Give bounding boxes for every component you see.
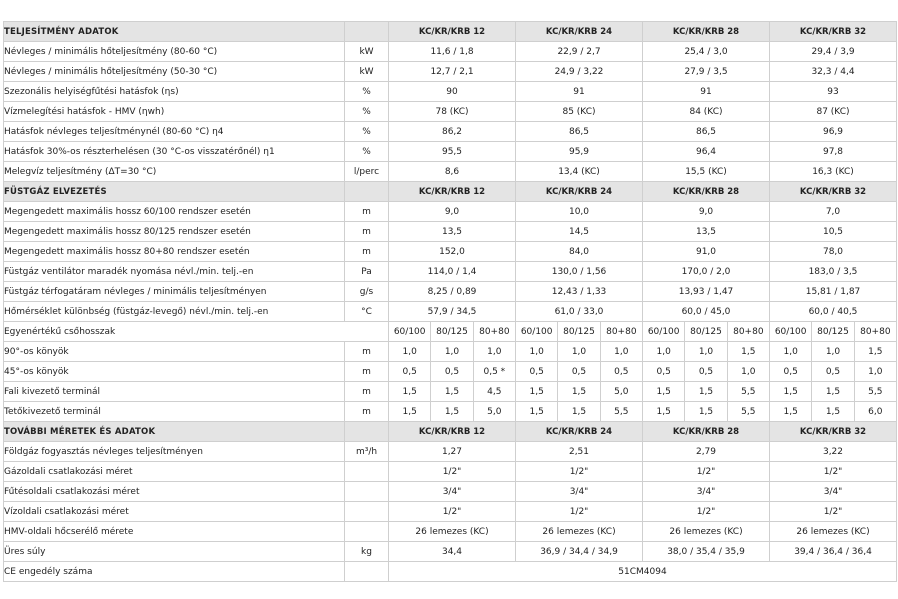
row-unit: [345, 502, 389, 522]
row-value: 1,5: [389, 402, 431, 422]
row-value: 5,0: [473, 402, 515, 422]
row-value: 1,0: [643, 342, 685, 362]
row-value: 15,5 (KC): [643, 162, 770, 182]
spec-table-body: [4, 22, 897, 582]
row-unit: m: [345, 382, 389, 402]
row-unit: %: [345, 82, 389, 102]
row-unit: %: [345, 122, 389, 142]
row-value: 60,0 / 45,0: [643, 302, 770, 322]
section-header: [4, 182, 897, 202]
row-unit: m: [345, 242, 389, 262]
row-label: Megengedett maximális hossz 80+80 rendszer esetén: [4, 242, 345, 262]
table-row: [4, 302, 897, 322]
row-label: Szezonális helyiségfűtési hatásfok (ηs): [4, 82, 345, 102]
row-value: 1,5: [727, 342, 769, 362]
table-row: [4, 42, 897, 62]
row-label: 90°-os könyök: [4, 342, 345, 362]
row-value: 1,0: [516, 342, 558, 362]
row-value: 0,5: [600, 362, 642, 382]
row-label: Hatásfok névleges teljesítménynél (80-60 °C) η4: [4, 122, 345, 142]
section-title: TOVÁBBI MÉRETEK ÉS ADATOK: [4, 422, 345, 442]
row-value: 1,5: [558, 402, 600, 422]
row-value: 1,5: [685, 402, 727, 422]
table-row: [4, 542, 897, 562]
row-unit: %: [345, 102, 389, 122]
row-value: 11,6 / 1,8: [389, 42, 516, 62]
row-value: 95,5: [389, 142, 516, 162]
pipe-column-header: 80/125: [812, 322, 854, 342]
row-value: 1,5: [812, 402, 854, 422]
ce-number: 51CM4094: [389, 562, 897, 582]
row-value: 5,5: [727, 402, 769, 422]
row-unit: %: [345, 142, 389, 162]
row-value: 3/4": [389, 482, 516, 502]
pipe-column-header: 80/125: [431, 322, 473, 342]
row-value: 13,5: [643, 222, 770, 242]
row-unit: [345, 482, 389, 502]
spec-table: [3, 21, 897, 582]
row-value: 78 (KC): [389, 102, 516, 122]
row-label: Melegvíz teljesítmény (ΔT=30 °C): [4, 162, 345, 182]
row-unit: kW: [345, 62, 389, 82]
row-label: Fali kivezető terminál: [4, 382, 345, 402]
pipe-column-header: 60/100: [643, 322, 685, 342]
row-value: 0,5: [516, 362, 558, 382]
row-value: 91: [516, 82, 643, 102]
pipe-column-header: 80+80: [854, 322, 896, 342]
table-row: [4, 462, 897, 482]
row-label: Hatásfok 30%-os részterhelésen (30 °C-os visszatérőnél) η1: [4, 142, 345, 162]
row-value: 60,0 / 40,5: [770, 302, 897, 322]
row-value: 10,5: [770, 222, 897, 242]
row-label: Egyenértékű csőhosszak: [4, 322, 389, 342]
row-unit: kg: [345, 542, 389, 562]
table-row: [4, 222, 897, 242]
row-value: 0,5: [812, 362, 854, 382]
row-label: HMV-oldali hőcserélő mérete: [4, 522, 345, 542]
row-value: 14,5: [516, 222, 643, 242]
row-value: 3/4": [643, 482, 770, 502]
model-header: KC/KR/KRB 28: [643, 422, 770, 442]
table-row: [4, 382, 897, 402]
table-row: [4, 102, 897, 122]
table-row: [4, 442, 897, 462]
pipe-column-header: 80+80: [473, 322, 515, 342]
row-value: 39,4 / 36,4 / 36,4: [770, 542, 897, 562]
model-header: KC/KR/KRB 12: [389, 182, 516, 202]
row-unit: [345, 462, 389, 482]
table-row: [4, 402, 897, 422]
row-value: 78,0: [770, 242, 897, 262]
model-header: KC/KR/KRB 12: [389, 22, 516, 42]
row-value: 1/2": [643, 502, 770, 522]
model-header: KC/KR/KRB 24: [516, 422, 643, 442]
pipe-column-header: 80+80: [727, 322, 769, 342]
row-value: 26 lemezes (KC): [389, 522, 516, 542]
row-value: 25,4 / 3,0: [643, 42, 770, 62]
row-value: 1,5: [516, 382, 558, 402]
pipe-column-header: 80/125: [685, 322, 727, 342]
table-row: [4, 262, 897, 282]
row-label: Üres súly: [4, 542, 345, 562]
section-header: [4, 22, 897, 42]
pipe-header-row: [4, 322, 897, 342]
pipe-column-header: 80+80: [600, 322, 642, 342]
row-value: 0,5: [558, 362, 600, 382]
table-row: [4, 362, 897, 382]
table-row: [4, 242, 897, 262]
table-row: [4, 162, 897, 182]
row-unit: g/s: [345, 282, 389, 302]
section-title: FÜSTGÁZ ELVEZETÉS: [4, 182, 345, 202]
row-value: 85 (KC): [516, 102, 643, 122]
row-label: Vízoldali csatlakozási méret: [4, 502, 345, 522]
row-value: 1,5: [516, 402, 558, 422]
row-unit: m: [345, 222, 389, 242]
row-value: 61,0 / 33,0: [516, 302, 643, 322]
model-header: KC/KR/KRB 28: [643, 182, 770, 202]
row-value: 1,0: [812, 342, 854, 362]
row-value: 15,81 / 1,87: [770, 282, 897, 302]
table-row: [4, 502, 897, 522]
row-value: 114,0 / 1,4: [389, 262, 516, 282]
row-unit: m: [345, 342, 389, 362]
row-value: 26 lemezes (KC): [643, 522, 770, 542]
row-value: 0,5: [770, 362, 812, 382]
row-value: 1,5: [854, 342, 896, 362]
table-row: [4, 202, 897, 222]
row-value: 1/2": [389, 462, 516, 482]
row-label: Megengedett maximális hossz 60/100 rendszer esetén: [4, 202, 345, 222]
row-value: 10,0: [516, 202, 643, 222]
row-value: 3/4": [516, 482, 643, 502]
row-value: 9,0: [643, 202, 770, 222]
row-value: 86,5: [516, 122, 643, 142]
row-unit: l/perc: [345, 162, 389, 182]
row-unit: m: [345, 362, 389, 382]
row-label: Gázoldali csatlakozási méret: [4, 462, 345, 482]
row-value: 1,27: [389, 442, 516, 462]
row-value: 5,5: [727, 382, 769, 402]
row-value: 1,5: [558, 382, 600, 402]
row-value: 0,5: [431, 362, 473, 382]
section-header: [4, 422, 897, 442]
row-value: 1/2": [389, 502, 516, 522]
row-label: Fűtésoldali csatlakozási méret: [4, 482, 345, 502]
row-unit: m: [345, 402, 389, 422]
pipe-column-header: 60/100: [516, 322, 558, 342]
row-value: 84,0: [516, 242, 643, 262]
pipe-column-header: 80/125: [558, 322, 600, 342]
row-value: 5,5: [600, 402, 642, 422]
row-value: 1,0: [854, 362, 896, 382]
row-value: 0,5: [389, 362, 431, 382]
row-value: 90: [389, 82, 516, 102]
row-value: 1/2": [516, 462, 643, 482]
row-value: 0,5: [685, 362, 727, 382]
row-value: 170,0 / 2,0: [643, 262, 770, 282]
row-value: 24,9 / 3,22: [516, 62, 643, 82]
row-value: 9,0: [389, 202, 516, 222]
unit-cell: [345, 22, 389, 42]
row-value: 1,5: [770, 382, 812, 402]
row-unit: [345, 562, 389, 582]
row-value: 26 lemezes (KC): [770, 522, 897, 542]
row-value: 12,43 / 1,33: [516, 282, 643, 302]
model-header: KC/KR/KRB 32: [770, 22, 897, 42]
row-label: Füstgáz térfogatáram névleges / minimális teljesítményen: [4, 282, 345, 302]
row-value: 1,5: [643, 382, 685, 402]
row-value: 2,51: [516, 442, 643, 462]
row-value: 1,5: [643, 402, 685, 422]
row-value: 1,0: [685, 342, 727, 362]
row-value: 91: [643, 82, 770, 102]
model-header: KC/KR/KRB 28: [643, 22, 770, 42]
pipe-column-header: 60/100: [770, 322, 812, 342]
row-label: 45°-os könyök: [4, 362, 345, 382]
row-value: 1/2": [643, 462, 770, 482]
row-value: 86,5: [643, 122, 770, 142]
row-value: 93: [770, 82, 897, 102]
row-value: 183,0 / 3,5: [770, 262, 897, 282]
row-value: 16,3 (KC): [770, 162, 897, 182]
row-label: Földgáz fogyasztás névleges teljesítményen: [4, 442, 345, 462]
row-value: 7,0: [770, 202, 897, 222]
row-label: Füstgáz ventilátor maradék nyomása névl./min. telj.-en: [4, 262, 345, 282]
row-value: 0,5: [643, 362, 685, 382]
model-header: KC/KR/KRB 24: [516, 182, 643, 202]
table-row: [4, 522, 897, 542]
row-unit: [345, 522, 389, 542]
row-value: 1,5: [685, 382, 727, 402]
row-value: 27,9 / 3,5: [643, 62, 770, 82]
row-unit: kW: [345, 42, 389, 62]
row-value: 3,22: [770, 442, 897, 462]
row-value: 1,5: [389, 382, 431, 402]
row-value: 29,4 / 3,9: [770, 42, 897, 62]
row-value: 1,0: [770, 342, 812, 362]
row-label: Névleges / minimális hőteljesítmény (80-60 °C): [4, 42, 345, 62]
row-value: 1,5: [431, 402, 473, 422]
row-value: 96,4: [643, 142, 770, 162]
row-value: 12,7 / 2,1: [389, 62, 516, 82]
row-value: 32,3 / 4,4: [770, 62, 897, 82]
model-header: KC/KR/KRB 12: [389, 422, 516, 442]
table-row: [4, 342, 897, 362]
unit-cell: [345, 182, 389, 202]
row-value: 2,79: [643, 442, 770, 462]
pipe-column-header: 60/100: [389, 322, 431, 342]
row-value: 26 lemezes (KC): [516, 522, 643, 542]
row-value: 1,0: [600, 342, 642, 362]
row-value: 95,9: [516, 142, 643, 162]
row-value: 1,0: [389, 342, 431, 362]
row-value: 1,0: [431, 342, 473, 362]
row-value: 38,0 / 35,4 / 35,9: [643, 542, 770, 562]
row-value: 6,0: [854, 402, 896, 422]
row-value: 1/2": [770, 462, 897, 482]
row-value: 1/2": [770, 502, 897, 522]
row-label: Megengedett maximális hossz 80/125 rendszer esetén: [4, 222, 345, 242]
row-value: 36,9 / 34,4 / 34,9: [516, 542, 643, 562]
model-header: KC/KR/KRB 32: [770, 422, 897, 442]
row-value: 8,25 / 0,89: [389, 282, 516, 302]
section-title: TELJESÍTMÉNY ADATOK: [4, 22, 345, 42]
table-row: [4, 62, 897, 82]
row-value: 86,2: [389, 122, 516, 142]
row-value: 152,0: [389, 242, 516, 262]
row-value: 1/2": [516, 502, 643, 522]
row-unit: Pa: [345, 262, 389, 282]
row-value: 1,5: [770, 402, 812, 422]
row-value: 1,5: [431, 382, 473, 402]
table-row: [4, 482, 897, 502]
table-row: [4, 142, 897, 162]
row-unit: m: [345, 202, 389, 222]
row-value: 97,8: [770, 142, 897, 162]
row-value: 3/4": [770, 482, 897, 502]
row-value: 22,9 / 2,7: [516, 42, 643, 62]
row-value: 1,0: [727, 362, 769, 382]
row-label: Névleges / minimális hőteljesítmény (50-30 °C): [4, 62, 345, 82]
row-value: 4,5: [473, 382, 515, 402]
row-value: 13,5: [389, 222, 516, 242]
row-label: CE engedély száma: [4, 562, 345, 582]
row-value: 96,9: [770, 122, 897, 142]
row-value: 87 (KC): [770, 102, 897, 122]
table-row: [4, 82, 897, 102]
table-row: [4, 122, 897, 142]
row-value: 130,0 / 1,56: [516, 262, 643, 282]
model-header: KC/KR/KRB 32: [770, 182, 897, 202]
row-unit: m³/h: [345, 442, 389, 462]
row-label: Vízmelegítési hatásfok - HMV (ηwh): [4, 102, 345, 122]
row-value: 5,0: [600, 382, 642, 402]
row-unit: °C: [345, 302, 389, 322]
row-value: 13,93 / 1,47: [643, 282, 770, 302]
row-value: 8,6: [389, 162, 516, 182]
row-label: Tetőkivezető terminál: [4, 402, 345, 422]
row-value: 5,5: [854, 382, 896, 402]
unit-cell: [345, 422, 389, 442]
row-value: 1,0: [473, 342, 515, 362]
table-row: [4, 282, 897, 302]
row-value: 1,0: [558, 342, 600, 362]
row-label: Hőmérséklet különbség (füstgáz-levegő) névl./min. telj.-en: [4, 302, 345, 322]
row-value: 34,4: [389, 542, 516, 562]
ce-row: [4, 562, 897, 582]
row-value: 0,5 *: [473, 362, 515, 382]
row-value: 13,4 (KC): [516, 162, 643, 182]
row-value: 91,0: [643, 242, 770, 262]
row-value: 84 (KC): [643, 102, 770, 122]
row-value: 1,5: [812, 382, 854, 402]
row-value: 57,9 / 34,5: [389, 302, 516, 322]
model-header: KC/KR/KRB 24: [516, 22, 643, 42]
